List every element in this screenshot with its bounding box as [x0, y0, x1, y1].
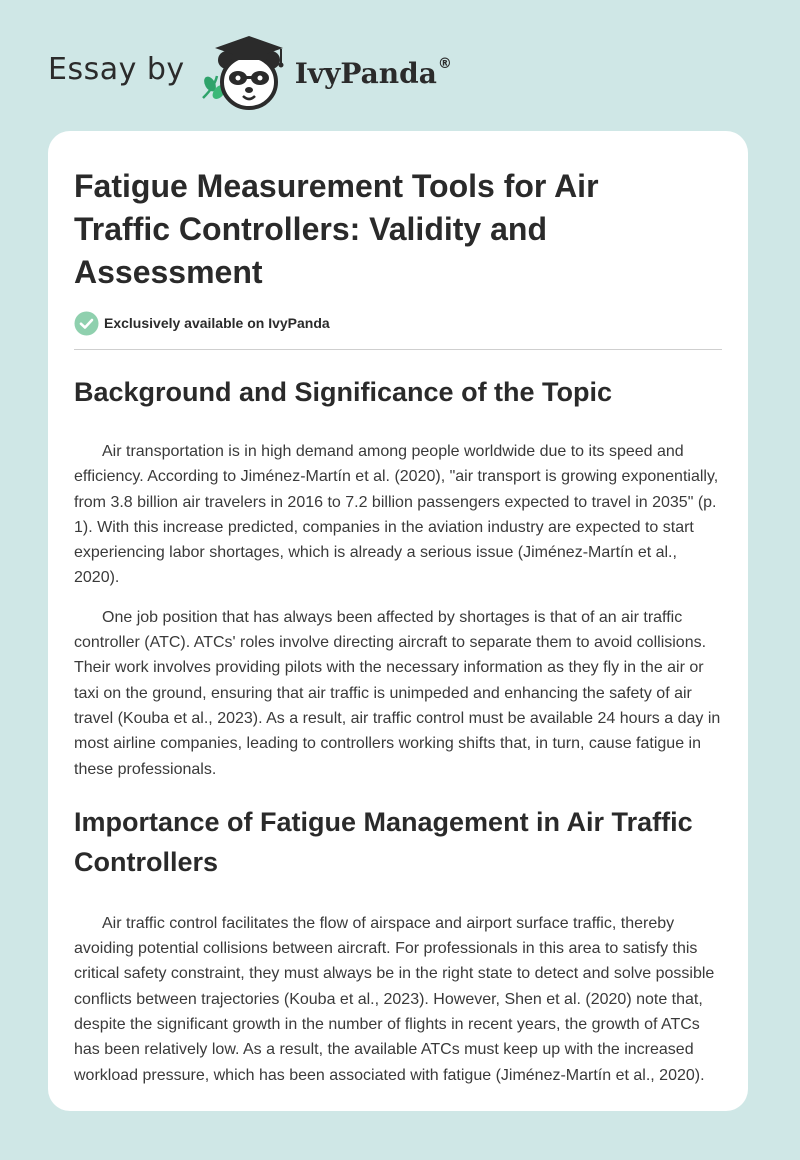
registered-mark: ® [437, 56, 452, 73]
section-heading-background: Background and Significance of the Topic [74, 377, 613, 407]
paragraph: Air transportation is in high demand among people worldwide due to its speed and efficiency. According to Jiménez-Martín et al. (2020), "air transport is growing exponentially, from 3.8 billion air travelers in 2016 to 7.2 billion passengers expected to travel in 2035" (p. 1). With this increase predicted, companies in the aviation industry are expected to start experiencing labor shortages, which is already a serious issue (Jiménez-Martín et al., 2020). [74, 443, 719, 587]
exclusive-badge [74, 310, 722, 336]
panda-graduate-logo-icon[interactable] [197, 28, 289, 114]
check-circle-icon [74, 311, 99, 336]
section-heading-importance: Importance of Fatigue Management in Air Traffic Controllers [74, 806, 693, 877]
essay-by-label: Essay by [48, 51, 185, 87]
article-title: Fatigue Measurement Tools for Air Traffic Controllers: Validity and Assessment [74, 168, 599, 290]
exclusive-badge-text: Exclusively available on IvyPanda [104, 315, 330, 331]
brand-name-text: IvyPanda [294, 56, 437, 90]
paragraph: Air traffic control facilitates the flow of airspace and airport surface traffic, thereby avoiding potential collisions between aircraft. For professionals in this area to satisfy this critical safety constraint, they must always be in the right state to detect and solve possible conflicts between trajectories (Kouba et al., 2023). However, Shen et al. (2020) note that, despite the significant growth in the number of flights in recent years, the growth of ATCs has been relatively low. As a result, the available ATCs must keep up with the increased workload pressure, which has been associated with fatigue (Jiménez-Martín et al., 2020). [74, 914, 715, 1084]
site-header [48, 28, 452, 114]
title-divider [74, 349, 722, 350]
article-card [48, 131, 748, 1111]
brand-name[interactable] [295, 57, 452, 90]
paragraph: One job position that has always been affected by shortages is that of an air traffic controller (ATC). ATCs' roles involve directing aircraft to separate them to avoid collisions. Their work involves providing pilots with the necessary information as they fly in the air or taxi on the ground, ensuring that air traffic is unimpeded and enhancing the safety of air travel (Kouba et al., 2023). As a result, air traffic control must be available 24 hours a day in most airline companies, leading to controllers working shifts that, in turn, cause fatigue in these professionals. [74, 608, 721, 778]
